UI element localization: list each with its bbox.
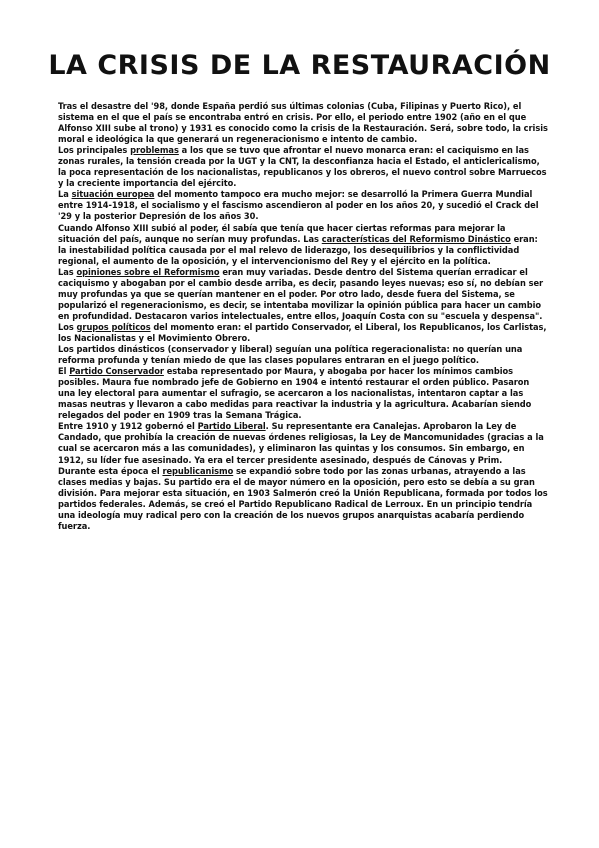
- document-body: [58, 101, 548, 532]
- underlined-term: características del Reformismo Dinástico: [321, 233, 511, 245]
- underlined-term: opiniones sobre el Reformismo: [76, 266, 220, 278]
- underlined-term: grupos políticos: [76, 321, 151, 333]
- text-segment: Cuando Alfonso XIII subió al poder, él sabía que tenía que hacer ciertas reformas para mejorar la situación del país, aunque no serían muy profundas. Las: [58, 222, 506, 245]
- text-segment: Tras el desastre del '98, donde España perdió sus últimas colonias (Cuba, Filipinas y Puerto Rico), el sistema en el que el país se encontraba entró en crisis. Por ello, el periodo entre 1902 (año en el que Alfonso XIII sube al trono) y 1931 es conocido como la crisis de la Restauración. Será, sobre todo, la crisis moral e ideológica la que generará un regeneracionismo e intento de cambio.: [58, 101, 548, 146]
- underlined-term: Partido Conservador: [69, 366, 164, 378]
- underlined-term: Partido Liberal: [197, 421, 266, 433]
- page-title: LA CRISIS DE LA RESTAURACIÓN: [48, 50, 551, 81]
- paragraph: [58, 344, 548, 366]
- text-segment: Los partidos dinásticos (conservador y liberal) seguían una política regeracionalista: no querían una reforma profunda y tenían miedo de que las clases populares entraran en el juego político.: [58, 344, 523, 367]
- text-segment: Los principales: [58, 145, 131, 157]
- paragraph: [58, 322, 548, 344]
- paragraph: [58, 145, 548, 189]
- paragraph: [58, 101, 548, 145]
- underlined-term: problemas: [130, 145, 179, 157]
- text-segment: estaba representado por Maura, y abogaba por hacer los mínimos cambios posibles. Maura fue nombrado jefe de Gobierno en 1904 e intentó restaurar el orden público. Pasaron una ley electoral para aumentar el sufragio, se acercaron a los nacionalistas, intentaron captar a las masas neutras y llevaron a cabo medidas para reactivar la industria y la agricultura. Acabarían siendo relegados del poder en 1909 tras la Semana Trágica.: [58, 366, 532, 422]
- text-segment: se expandió sobre todo por las zonas urbanas, atrayendo a las clases medias y bajas. Su partido era el de mayor número en la oposición, pero esto se debía a su gran división. Para mejorar esta situación, en 1903 Salmerón creó la Unión Republicana, formada por todos los partidos federales. Además, se creó el Partido Republicano Radical de Lerroux. En un principio tendría una ideología muy radical pero con la creación de los nuevos grupos anarquistas acabaría perdiendo fuerza.: [58, 465, 548, 532]
- text-segment: . Su representante era Canalejas. Aprobaron la Ley de Candado, que prohibía la creación de nuevas órdenes religiosas, la Ley de Mancomunidades (gracias a la cual se acercaron más a las comunidades), y eliminaron las quintas y los consumos. Sin embargo, en 1912, su líder fue asesinado. Ya era el tercer presidente asesinado, después de Cánovas y Prim.: [58, 421, 544, 466]
- text-segment: Entre 1910 y 1912 gobernó el: [58, 421, 198, 433]
- underlined-term: situación europea: [71, 189, 155, 201]
- text-segment: Los: [58, 321, 77, 333]
- text-segment: Durante esta época el: [58, 465, 163, 477]
- text-segment: La: [58, 189, 72, 201]
- paragraph: [58, 366, 548, 421]
- text-segment: del momento tampoco era mucho mejor: se desarrolló la Primera Guerra Mundial entre 1914-1918, el socialismo y el fascismo ascendieron al poder en los años 20, y sucedió el Crack del '29 y la posterior Depresión de los años 30.: [58, 189, 539, 223]
- text-segment: Las: [58, 266, 77, 278]
- paragraph: [58, 189, 548, 222]
- text-segment: a los que se tuvo que afrontar el nuevo monarca eran: el caciquismo en las zonas rurales, la tensión creada por la UGT y la CNT, la desconfianza hacia el Estado, el anticlericalismo, la poca representación de los nacionalistas, republicanos y los obreros, el nuevo control sobre Marruecos y la creciente importancia del ejército.: [58, 145, 547, 190]
- paragraph: [58, 267, 548, 322]
- paragraph: [58, 421, 548, 465]
- paragraph: [58, 223, 548, 267]
- text-segment: eran muy variadas. Desde dentro del Sistema querían erradicar el caciquismo y abogaban por el cambio desde arriba, es decir, pasando leyes nuevas; eso sí, no debían ser muy profundas ya que se querían mantener en el poder. Por otro lado, desde fuera del Sistema, se popularizó el regeneracionismo, es decir, se intentaba movilizar la opinión pública para hacer un cambio en profundidad. Destacaron varios intelectuales, entre ellos, Joaquín Costa con su "escuela y despensa".: [58, 266, 544, 322]
- text-segment: El: [58, 366, 70, 378]
- paragraph: [58, 466, 548, 532]
- underlined-term: republicanismo: [162, 465, 234, 477]
- text-segment: del momento eran: el partido Conservador, el Liberal, los Republicanos, los Carlistas, los Nacionalistas y el Movimiento Obrero.: [58, 321, 547, 344]
- text-segment: eran: la inestabilidad política causada por el mal relevo de liderazgo, los desequilibrios y la conflictividad regional, el aumento de la oposición, y el intervencionismo del Rey y el ejército en la política.: [58, 233, 538, 267]
